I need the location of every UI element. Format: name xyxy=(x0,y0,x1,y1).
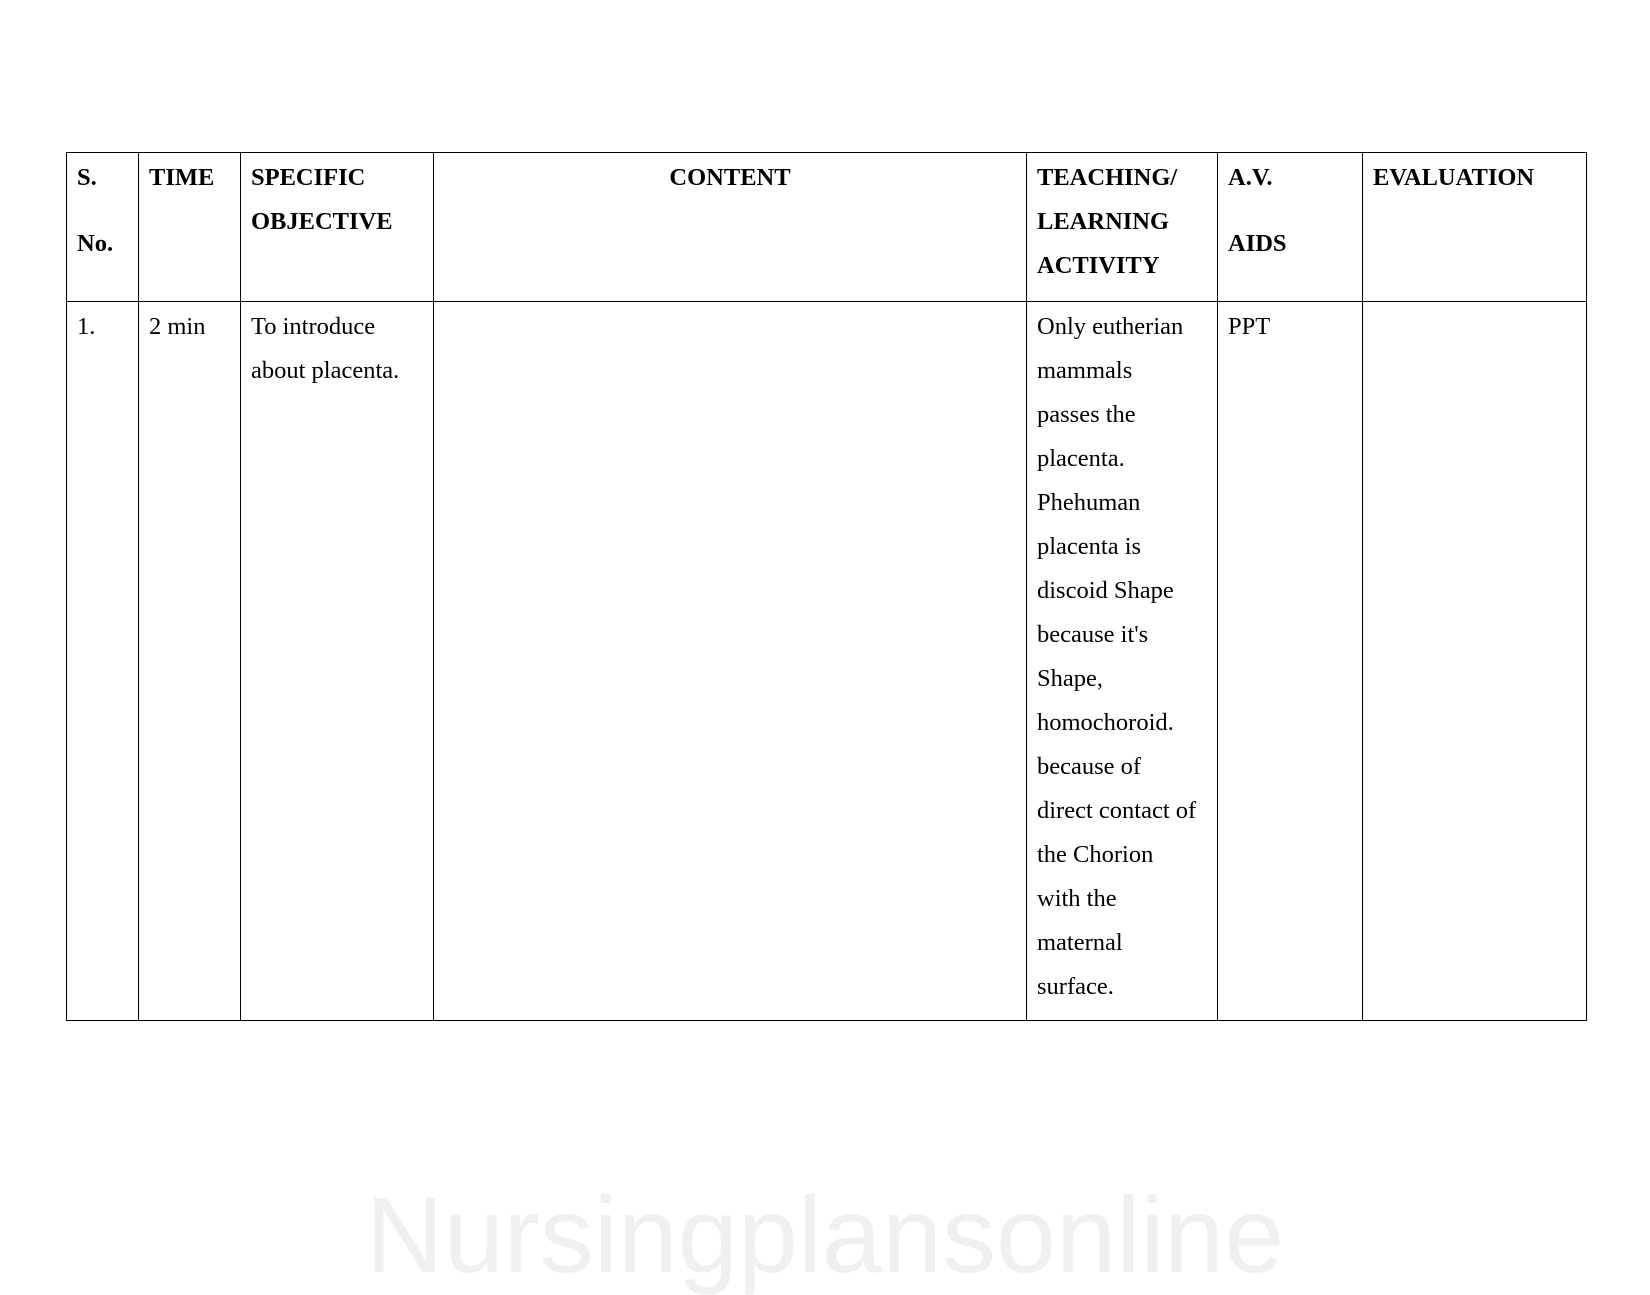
lesson-plan-table xyxy=(66,152,1587,1021)
header-objective-line-1: SPECIFIC xyxy=(251,164,366,191)
cell-activity-line: homochoroid. xyxy=(1037,709,1174,736)
header-sno-line-1: S. xyxy=(77,164,97,191)
cell-activity-line: placenta is xyxy=(1037,533,1142,560)
header-objective xyxy=(241,153,434,302)
cell-activity-line: maternal xyxy=(1037,929,1123,956)
cell-objective xyxy=(241,302,434,1021)
header-evaluation xyxy=(1363,153,1587,302)
header-sno xyxy=(67,153,139,302)
cell-activity-line: because of xyxy=(1037,753,1142,780)
header-activity-line-1: TEACHING/ xyxy=(1037,164,1178,191)
cell-content xyxy=(434,302,1027,1021)
cell-activity-line: the Chorion xyxy=(1037,841,1154,868)
header-time-label: TIME xyxy=(149,164,215,191)
cell-activity-line: discoid Shape xyxy=(1037,577,1174,604)
cell-activity-line: Only eutherian xyxy=(1037,313,1184,340)
cell-activity-line: direct contact of xyxy=(1037,797,1197,824)
cell-activity-line: with the xyxy=(1037,885,1117,912)
header-time xyxy=(139,153,241,302)
header-aids-line-1: A.V. xyxy=(1228,164,1273,191)
cell-sno xyxy=(67,302,139,1021)
header-activity-line-3: ACTIVITY xyxy=(1037,252,1160,279)
header-row xyxy=(67,153,1587,302)
header-aids xyxy=(1218,153,1363,302)
watermark: Nursingplansonline xyxy=(365,1174,1285,1295)
cell-time-value: 2 min xyxy=(149,313,206,340)
header-content xyxy=(434,153,1027,302)
cell-objective-line: about placenta. xyxy=(251,357,400,384)
cell-activity-line: mammals xyxy=(1037,357,1133,384)
header-aids-line-2: AIDS xyxy=(1228,230,1287,257)
header-content-label: CONTENT xyxy=(669,164,791,191)
cell-activity-line: surface. xyxy=(1037,973,1114,1000)
cell-aids xyxy=(1218,302,1363,1021)
cell-evaluation xyxy=(1363,302,1587,1021)
cell-activity xyxy=(1027,302,1218,1021)
cell-activity-line: because it's xyxy=(1037,621,1149,648)
cell-activity-line: placenta. xyxy=(1037,445,1125,472)
header-activity-line-2: LEARNING xyxy=(1037,208,1170,235)
cell-activity-line: passes the xyxy=(1037,401,1136,428)
cell-activity-line: Shape, xyxy=(1037,665,1103,692)
cell-time xyxy=(139,302,241,1021)
table-row xyxy=(67,302,1587,1021)
header-activity xyxy=(1027,153,1218,302)
header-sno-line-2: No. xyxy=(77,230,114,257)
header-objective-line-2: OBJECTIVE xyxy=(251,208,393,235)
cell-sno-value: 1. xyxy=(77,313,96,340)
cell-activity-line: Phehuman xyxy=(1037,489,1141,516)
cell-objective-line: To introduce xyxy=(251,313,376,340)
cell-aids-value: PPT xyxy=(1228,313,1271,340)
header-evaluation-label: EVALUATION xyxy=(1373,164,1535,191)
